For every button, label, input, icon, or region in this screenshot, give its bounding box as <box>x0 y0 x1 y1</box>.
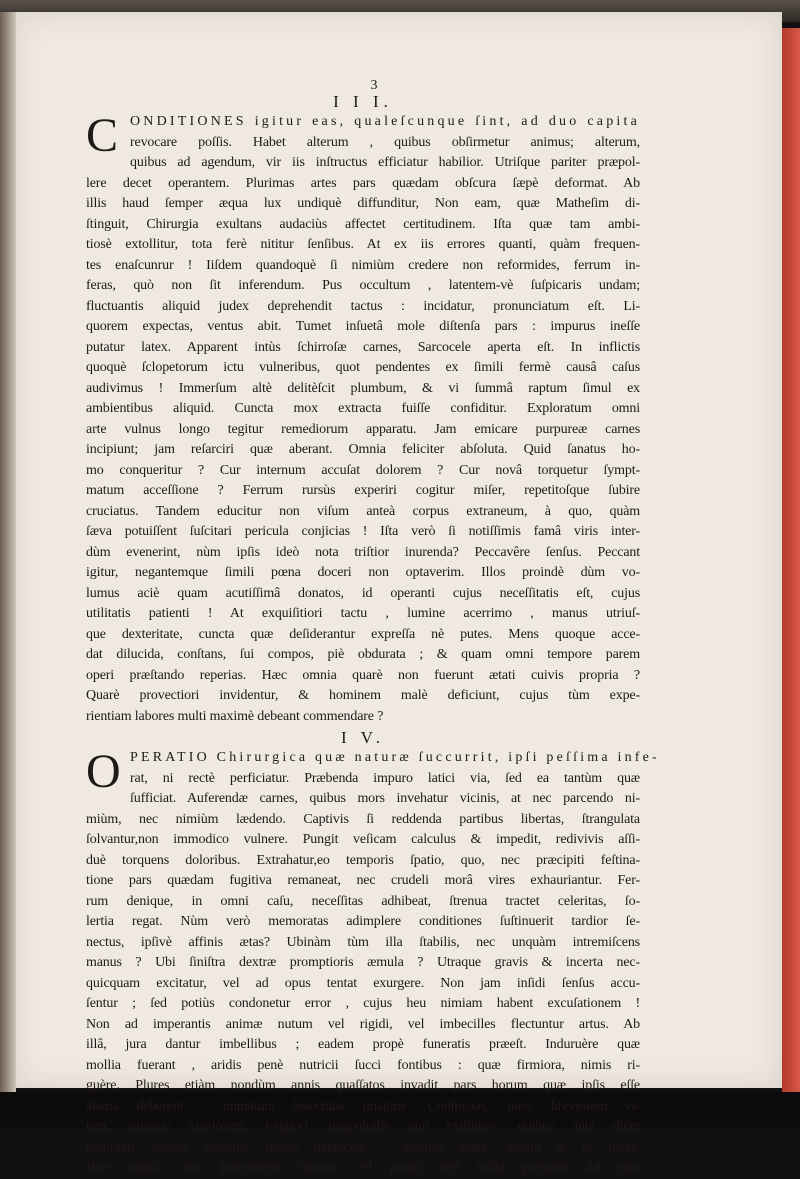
text-line: rientiam labores multi maximè debeant commendare ? <box>86 708 384 724</box>
text-line: audivimus ! Immerſum altè delitèſcit plumbum, & vi ſummâ raptum ſimul ex <box>86 380 640 396</box>
text-line: lumus aciè quam acutiſſimâ donatos, id operanti cujus neceſſitatis eſt, cujus <box>86 585 640 601</box>
text-line: que dexteritate, cuncta quæ deſiderantur expreſſa nè putes. Mens quoque acce- <box>86 626 640 642</box>
text-line: matum acceſſione ? Ferrum rursùs experiri cogitur miſer, repetitoſque ſubire <box>86 483 640 498</box>
text-line: quicquam excitatur, vel ad opus tentat exurgere. Non jam inſidi ſenſus accu- <box>86 975 640 991</box>
page-text <box>86 78 660 1179</box>
text-line: PERATIO Chirurgica quæ naturæ ſuccurrit, ipſi peſſima infe- <box>130 750 660 765</box>
page-number: 3 <box>370 78 378 93</box>
text-line: tiosè extollitur, tota ferè nititur ſenſibus. At ex iis errores quanti, quàm frequen- <box>86 237 640 252</box>
text-line: quibus ad agendum, vir iis inſtructus efficiatur habilior. Utriſque pariter præpol- <box>130 155 640 170</box>
text-line: quorem expectas, ventus abit. Tumet inſuetâ mole diſtenſa pars : impurus ineſſe <box>86 319 640 334</box>
text-line: mollia fuerant , aridis penè nutricii ſucci fontibus : quæ firmiora, nimis ri- <box>86 1057 640 1073</box>
text-line: incipiunt; jam reſarciri quæ aberant. Omnia feliciter abſoluta. Quid ſanatus ho- <box>86 442 640 457</box>
section-heading-iv: I V. <box>341 728 385 747</box>
book-spine-shadow <box>0 12 16 1092</box>
text-line: ambientibus aliquid. Cuncta mox extracta fuiſſe confiditur. Exploratum omni <box>86 401 640 416</box>
text-line: guère. Plures etiàm nondùm annis quaſſatos invadit pars horum quæ ipſis eſſe <box>86 1078 640 1093</box>
text-line: Quarè provectiori invidentur, & hominem malè deficiunt, cujus tùm expe- <box>86 688 640 703</box>
text-line: operi præſtando reperias. Hæc omnia quarè non fuerunt ætati cuivis propria ? <box>86 667 640 683</box>
text-line: ſolvantur,non immodico vulnere. Pungit veſicam calculus & impedit, redivivis aſſi- <box>86 832 640 847</box>
text-line: aliena deberent , immaturâ ſenectutis imagine. Conſpicias, quos breviorem vi- <box>86 1098 640 1114</box>
text-line: cruciatus. Tandem educitur non viſum anteà corpus extraneum, à quo, quàm <box>86 503 640 519</box>
text-line: tes enaſcunrur ! Iiſdem quandoquè ſi nimiùm credere non reformides, ferrum in- <box>86 257 640 273</box>
text-line: nectus, ipſivè affinis ætas? Ubinàm tùm illa ſtabilis, nec unquàm intremiſcens <box>86 934 640 950</box>
text-line: illâ, jura dantur imbellibus ; eadem propè funeratis præeſt. Induruère quæ <box>86 1037 640 1052</box>
text-line: miùm, nec nimiùm lædendo. Captivis ſi reddenda partibus libertas, ſtrangulata <box>86 811 640 827</box>
text-line: Hæc omnia cum juventutem rariora, vel potiùs ferè nulla premant, ad eam <box>86 1160 640 1175</box>
text-line: ſufficiat. Auferendæ carnes, quibus mors invehatur vicinis, at nec parcendo ni- <box>130 791 640 806</box>
text-line: ONDITIONES igitur eas, qualeſcunque ſint, ad duo capita <box>130 114 640 129</box>
drop-cap-letter: C <box>86 109 119 162</box>
text-line: mo conqueritur ? Cur internum accuſat dolorem ? Cur novâ torquetur ſympt- <box>86 462 640 478</box>
text-line: dat dilucida, conſtans, ſui compos, piè obdurata ; & quam omni tempore parem <box>86 647 640 662</box>
text-line: putatur latex. Apparent intùs ſchirroſæ carnes, Sarcocele aperta eſt. In inflictis <box>86 339 640 355</box>
text-line: duè torquens doloribus. Extrahatur,eo temporis ſpatio, quo, nec præcipiti feſtina- <box>86 852 640 868</box>
text-line: rat, ni rectè perficiatur. Præbenda impuro latici via, ſed ea tantùm quæ <box>130 770 640 786</box>
text-line: tam, eamque ſuaviorem, longiori antepoſuiſſe non exiſtimes, quibus antè diem <box>86 1119 640 1134</box>
text-line: debilitari corpus videatur, ſenſus hebeſcere : juvenes ætate, habitu & re ſenes. <box>86 1139 640 1155</box>
section-iv-text <box>86 745 660 1179</box>
text-line: manus ? Ubi ſiniſtra dextræ promptioris æmula ? Utraque gravis & incerta nec- <box>86 955 640 970</box>
text-line: utilitatis patienti ! At exquiſitiori tactu , lumine acerrimo , manus utriuſ- <box>86 606 640 621</box>
text-line: arte vulnus longo tegitur remediorum apparatu. Jam emicare purpureæ carnes <box>86 421 640 437</box>
text-line: revocare poſſis. Habet alterum , quibus obſirmetur animus; alterum, <box>130 134 640 150</box>
text-line: fluctuantis aliquid judex deprehendit tactus : incidatur, pronunciatum eſt. Li- <box>86 298 640 314</box>
text-line: ſæva potuiſſent ſuſcitari pericula conjicias ! Iſta verò ſi notiſſimis famâ viris inter- <box>86 524 640 539</box>
text-line: rum denique, in omni caſu, neceſſitas adhibeat, ſtrenua tractet celeritas, ſo- <box>86 893 640 909</box>
text-line: feras, quò non ſit inferendum. Pus occultum , latentem-vè ſuſpicaris undam; <box>86 278 640 293</box>
text-line: lertia regat. Nùm verò memoratas adimplere conditiones ſuſtinuerit tardior ſe- <box>86 914 640 929</box>
page-edge-marker <box>782 28 800 1098</box>
text-line: illis haud ſemper æqua lux undiquè diffunditur, Non eam, quæ Matheſim di- <box>86 196 640 211</box>
text-line: tione pars quædam fugitiva remaneat, nec crudeli morâ vires exhauriantur. Fer- <box>86 873 640 888</box>
text-line: lere decet operantem. Plurimas artes pars quædam obſcura ſæpè deformat. Ab <box>86 175 640 191</box>
text-line: igitur, negantemque ſimili pœna doceri non optaverim. Illos proindè dùm vo- <box>86 565 640 580</box>
text-line: ſentur ; ſed potiùs condonetur error , cujus heu nimiam habent excuſationem ! <box>86 996 640 1011</box>
section-heading-iii: I I I. <box>333 92 393 111</box>
text-line: dùm evenerint, nùm ipſis ideò nota triſtior inurenda? Peccavêre ſenſus. Peccant <box>86 544 640 560</box>
section-iii-text <box>86 109 640 727</box>
drop-cap-letter: O <box>86 745 121 798</box>
text-line: Non ad imperantis animæ nutum vel rigidi, vel imbecilles flectuntur artus. Ab <box>86 1016 640 1032</box>
text-line: ſtinguit, Chirurgia exultans audaciùs affectet certitudinem. Iſta quæ tam ambi- <box>86 216 640 232</box>
text-line: quoquè ſclopetorum ictu vulneribus, quot pendentes ex ſimili fermè causâ caſus <box>86 360 640 375</box>
